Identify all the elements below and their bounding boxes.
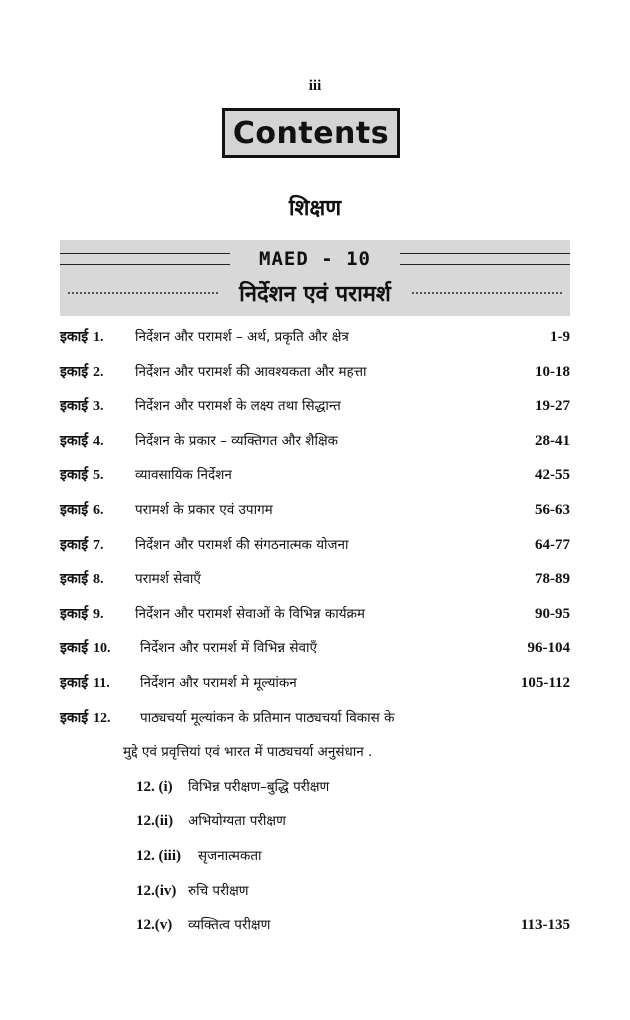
unit-label: इकाई 5. [60, 467, 104, 484]
unit-label: इकाई 9. [60, 605, 104, 622]
unit-label: इकाई 8. [60, 571, 104, 588]
toc-row-unit-12 [60, 701, 570, 736]
subunit-title: सृजनात्मकता [198, 847, 262, 864]
subunit-number: 12. (iii) [136, 847, 181, 864]
unit-label: इकाई 4. [60, 432, 104, 449]
unit-label: इकाई 12. [60, 709, 111, 726]
subunit-title: रुचि परीक्षण [188, 882, 249, 899]
subunit-title: व्यक्तित्व परीक्षण [188, 917, 271, 934]
unit-title: परामर्श सेवाएँ [135, 571, 201, 588]
unit-label: इकाई 1. [60, 329, 104, 345]
unit-pages: 19-27 [535, 398, 570, 415]
unit-label: इकाई 7. [60, 536, 104, 553]
unit-title: व्यावसायिक निर्देशन [135, 467, 232, 484]
toc-row-unit-7 [60, 528, 570, 563]
unit-title: निर्देशन और परामर्श की आवश्यकता और महत्ता [135, 363, 367, 380]
subject-title: शिक्षण [288, 196, 342, 221]
subunit-number: 12.(v) [136, 917, 173, 934]
unit-pages: 64-77 [535, 536, 570, 553]
unit-title: निर्देशन के प्रकार – व्यक्तिगत और शैक्षिक [135, 432, 338, 449]
page-number: iii [308, 78, 322, 94]
course-code: MAED - 10 [259, 248, 371, 270]
toc-row-unit-1 [60, 320, 570, 355]
course-banner [60, 240, 570, 316]
unit-title: निर्देशन और परामर्श की संगठनात्मक योजना [135, 536, 349, 553]
unit-title: निर्देशन और परामर्श मे मूल्यांकन [140, 674, 297, 691]
unit-label: इकाई 10. [60, 640, 111, 657]
toc-row-subunit [60, 874, 570, 909]
toc-row-unit-5 [60, 458, 570, 493]
unit-title: निर्देशन और परामर्श – अर्थ, प्रकृति और क्षेत्र [135, 329, 349, 345]
table-of-contents [60, 320, 570, 943]
contents-heading-box [222, 108, 400, 158]
unit-pages: 56-63 [535, 501, 570, 518]
toc-row-unit-11 [60, 666, 570, 701]
unit-pages: 78-89 [535, 571, 570, 588]
unit-pages: 105-112 [520, 674, 570, 691]
unit-title: निर्देशन और परामर्श के लक्ष्य तथा सिद्धान्त [135, 398, 341, 415]
unit-pages: 10-18 [535, 363, 570, 380]
unit-label: इकाई 3. [60, 398, 104, 415]
unit-label: इकाई 11. [60, 674, 110, 691]
unit-pages: 28-41 [535, 432, 570, 449]
toc-row-subunit [60, 908, 570, 943]
subunit-number: 12.(iv) [136, 882, 177, 899]
unit-label: इकाई 6. [60, 501, 104, 518]
subunit-title: अभियोग्यता परीक्षण [188, 813, 286, 830]
unit-pages: 1-9 [550, 329, 570, 345]
toc-row-unit-10 [60, 631, 570, 666]
subunit-number: 12. (i) [136, 778, 173, 795]
toc-row-unit-8 [60, 562, 570, 597]
subunit-number: 12.(ii) [136, 813, 174, 830]
toc-row-unit-4 [60, 424, 570, 459]
toc-row-subunit [60, 839, 570, 874]
toc-row-subunit [60, 770, 570, 805]
course-title: निर्देशन एवं परामर्श [239, 282, 391, 307]
subunit-title: विभिन्न परीक्षण–बुद्धि परीक्षण [188, 778, 330, 795]
unit-pages: 90-95 [535, 605, 570, 622]
toc-row-unit-6 [60, 493, 570, 528]
unit-title: पाठ्यचर्या मूल्यांकन के प्रतिमान पाठ्यचर्या विकास के [140, 709, 395, 726]
unit-title-continuation: मुद्दे एवं प्रवृत्तियां एवं भारत में पाठ्यचर्या अनुसंधान . [123, 744, 373, 761]
subunit-pages: 113-135 [520, 917, 570, 934]
contents-heading: Contents [232, 115, 390, 151]
toc-row-unit-2 [60, 355, 570, 390]
unit-title: निर्देशन और परामर्श में विभिन्न सेवाएँ [140, 640, 317, 657]
toc-row-unit-9 [60, 597, 570, 632]
unit-label: इकाई 2. [60, 363, 104, 380]
toc-row-unit-12-continuation [60, 735, 570, 770]
unit-title: निर्देशन और परामर्श सेवाओं के विभिन्न कार्यक्रम [135, 605, 365, 622]
toc-row-subunit [60, 804, 570, 839]
unit-title: परामर्श के प्रकार एवं उपागम [135, 501, 273, 518]
unit-pages: 42-55 [535, 467, 570, 484]
unit-pages: 96-104 [527, 640, 570, 657]
toc-row-unit-3 [60, 389, 570, 424]
